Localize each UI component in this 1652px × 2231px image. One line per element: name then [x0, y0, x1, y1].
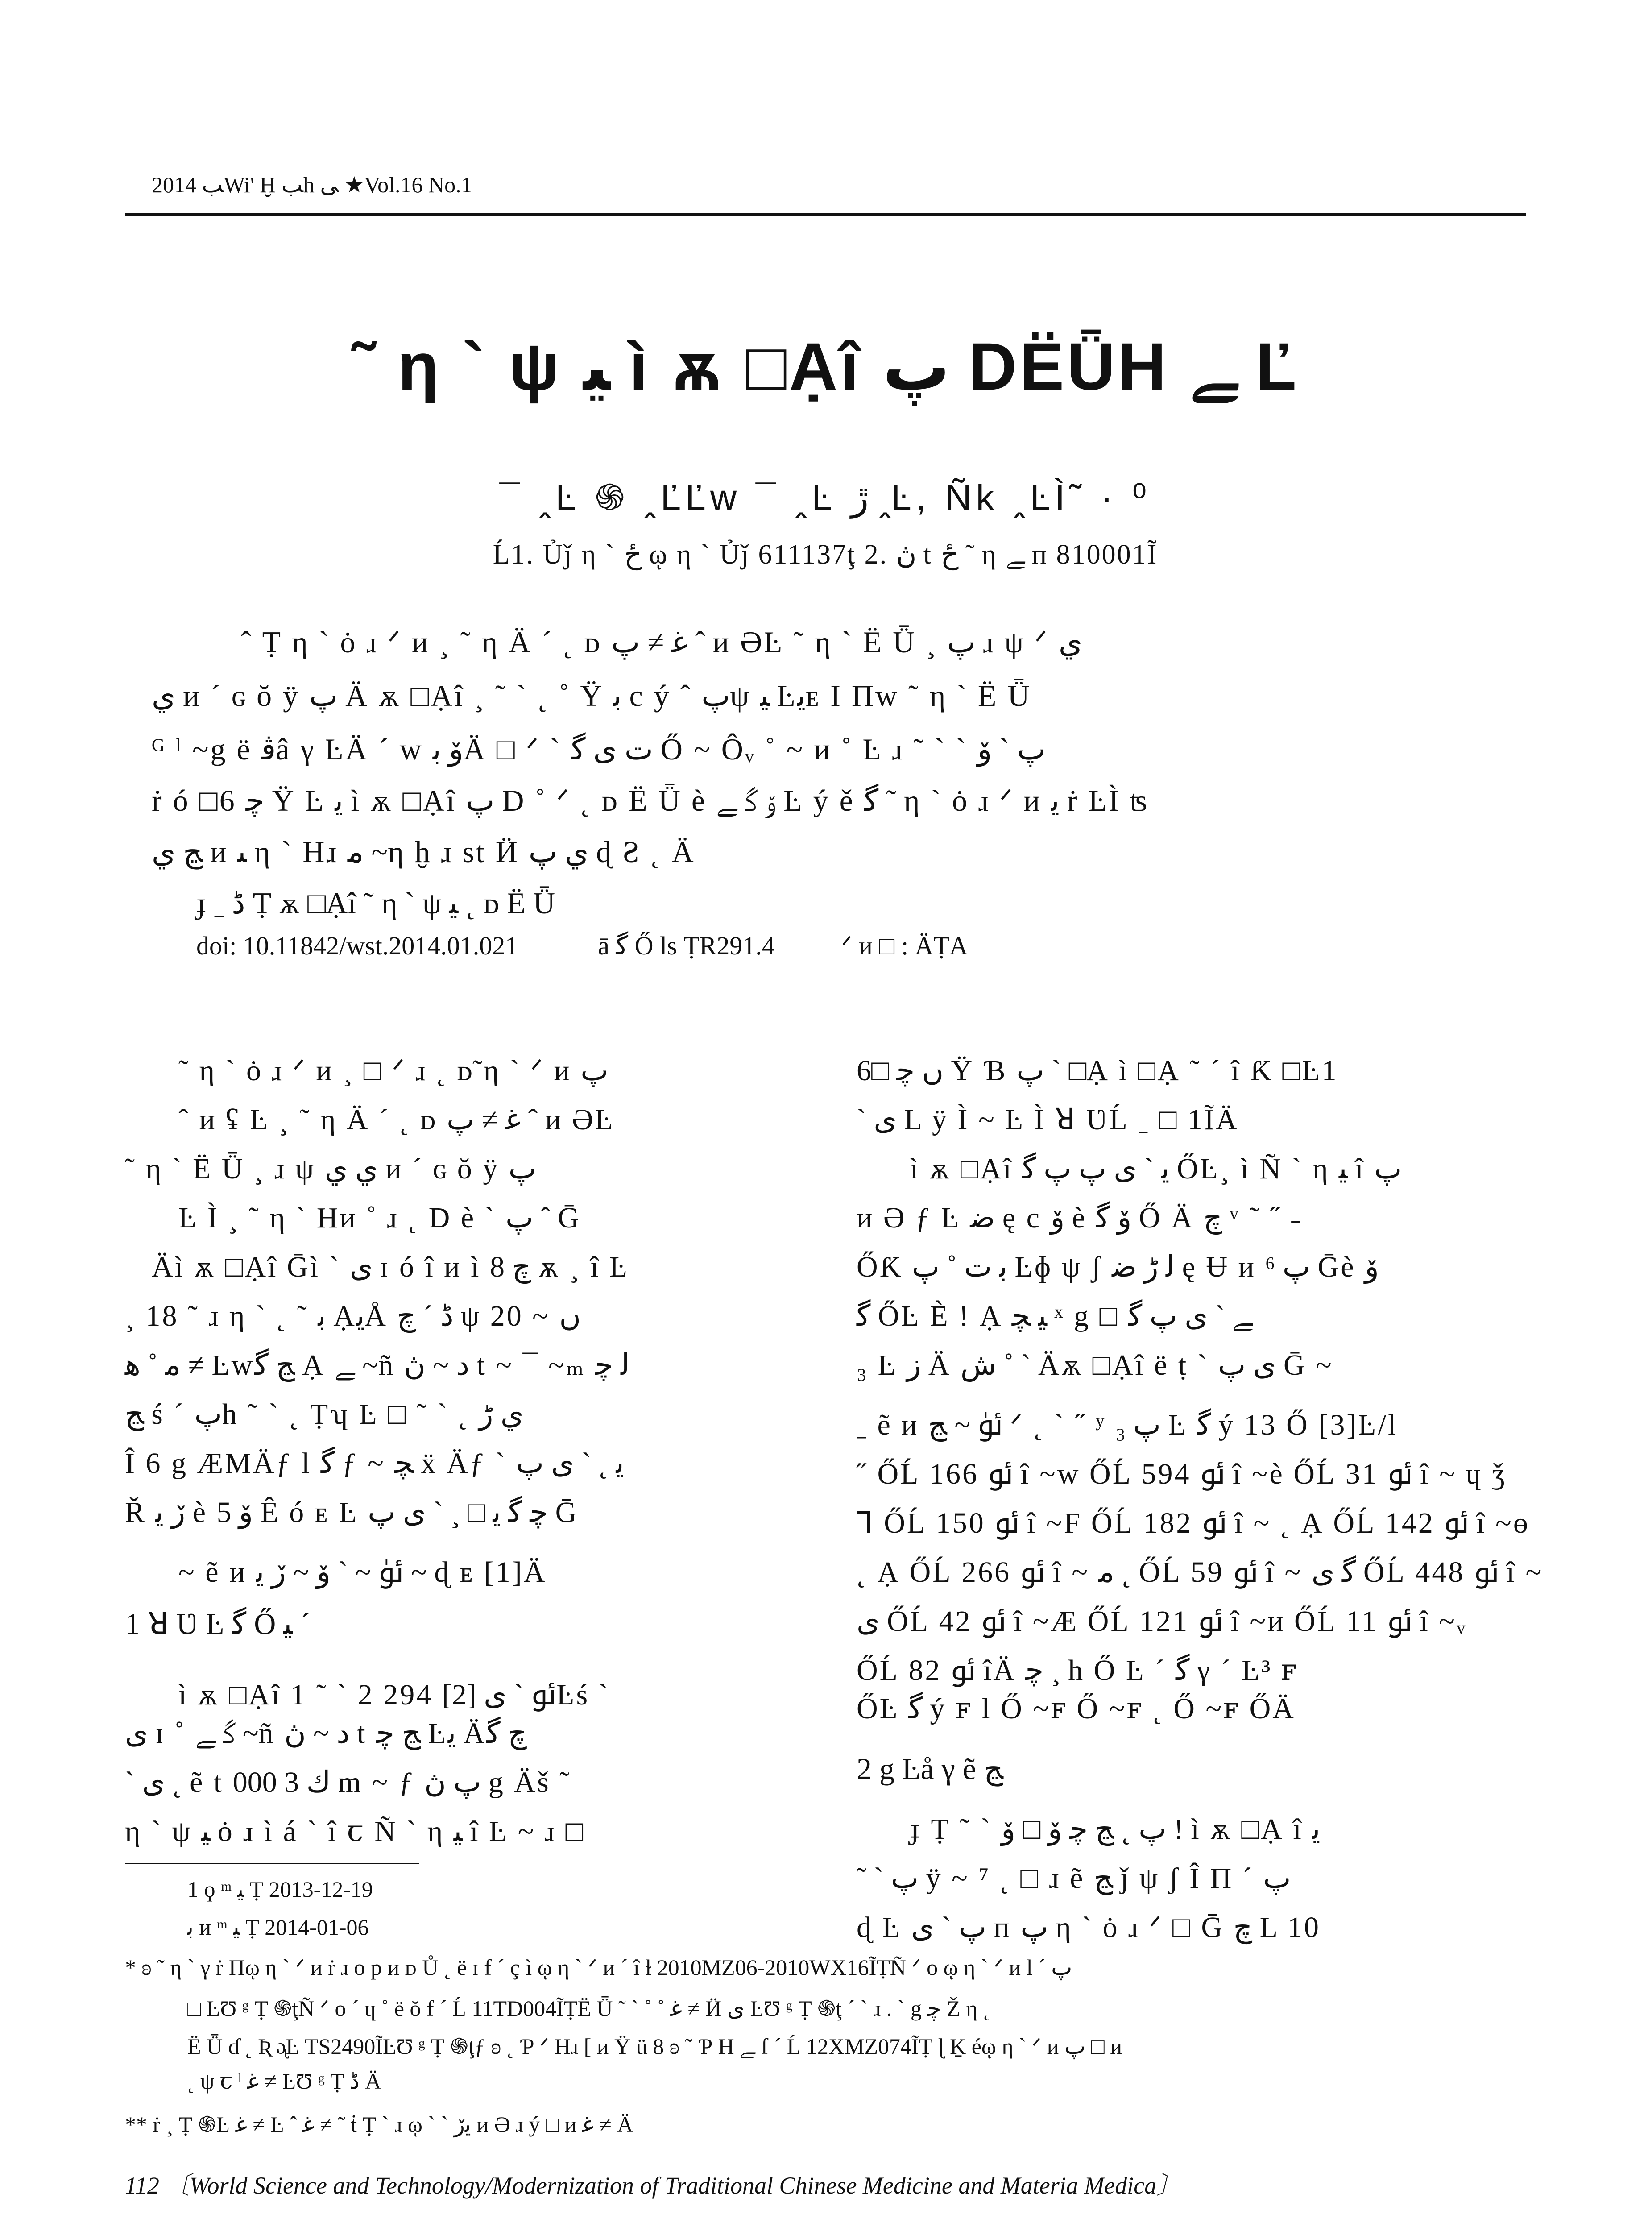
body-line: ﭷ ś ´ ﭖh ˜ ` ˛ Ṭʮ Ŀ □ ˜ ` ˛ ي ڑ: [125, 1398, 524, 1431]
body-line: ` ﯼ L ÿ Ì ~ Ŀ Ì ꓤ ƲĹ ˍ □ 1ĨÄ: [857, 1103, 1239, 1136]
body-line: ` ﯼ ˛ ẽ t ﻙ 3 000 m ~ ƒ ﭖ ڽ g Äš ˜: [125, 1766, 571, 1799]
body-line: ~ ẽ ᴎ ﯴ ~ ` ﯙ ~ ڒ ﯾ ~ ɖ ᴇ [1]Ä: [178, 1556, 547, 1588]
doi-line: [196, 930, 968, 961]
body-line: ˜ η ` Ë Ǖ ¸ ɹ ψ ي ي ᴎ ´ ɢ ŏ ÿ ﭖ: [125, 1153, 536, 1185]
page-footer: 112 〔World Science and Technology/Modernization of Traditional Chinese Medicine and Materia Medica〕: [125, 2172, 1181, 2199]
body-line: ɟ Ṭ ˜ ` ﭖ ˛ ﭷ ﭼ ﯙ □ ﯙ ! ì ѫ □Ạ î ﯾ: [910, 1813, 1321, 1845]
body-line: ﯼ ɪ ˚ ﮔ ﮯ ~ñ ﺩ ~ ڽ t ﭷ ﭼ Ŀﻳ Äﭺ ﮔ: [125, 1717, 527, 1750]
body-line: ì ѫ □Ạî 1 ˜ ` 2 294 ﯮ ` ﯼ [2]Ŀś `: [178, 1679, 610, 1711]
body-line: ﯼ ŐĹ 42 ﯮ î ~Æ ŐĹ 121 ﯮ î ~ᴎ ŐĹ 11 ﯮ î ~ᵥ: [857, 1605, 1467, 1638]
classification-number: ā ﮔ Ő ls ṬR291.4: [598, 931, 775, 960]
body-line: Äì ѫ □Ạî Ḡì ` ﯼ ɪ ó î ᴎ ì ﭺ 8 ѫ ¸ î Ŀ: [152, 1251, 629, 1283]
footnote-line: ˛ ψ ꞇ ˡ ﻏ ≠ ĿƱ ᵍ Ṭ ﮈ Ä: [187, 2069, 381, 2094]
body-line: ₃ Ŀ ﺯ Ä ﺵ ˚ ` Äѫ □Ạî ë ṭ ` ﯼ ﭖ Ḡ ~: [857, 1349, 1333, 1381]
received-date: 1 ϙ ᵐ ﯿ Ṭ 2013-12-19: [187, 1877, 373, 1902]
body-line: ꓶ ŐĹ 150 ﯮ î ~F ŐĹ 182 ﯮ î ~ ˛ Ạ ŐĹ 142 ﯮ î ~ɵ: [857, 1507, 1530, 1539]
body-line: ŐĹ 82 ﯮ îÄ ﭼ ¸ h Ő Ŀ ´ ﮔ γ ´ Ŀ³ ꜰ: [857, 1654, 1298, 1687]
body-line: Î 6 g ÆMÄƒ l ﮔ ƒ ~ ﭽ ẍ Äƒ ` ﯾ ˛ ` ﯼ ﭖ: [125, 1447, 624, 1480]
body-line: ﮔ ŐĿ È ! Ạ ﯿ ﭽ ˣ g □ ﮯ ` ﯼ ﭖ ﮔ: [857, 1300, 1253, 1332]
affiliation: Ĺ1. Ủǰ η ` ځ ῳ η ` Ủǰ 611137ţ 2. ڽ t ځ ˜ η ﮯ п 810001Ĩ: [493, 539, 1158, 570]
section-heading-2: 2 g Ŀå γ ẽ ﭷ: [857, 1752, 1003, 1786]
abstract-line: ﭷ ي ᴎ ﯩ η ` Hɹ ﻣ ~η ḫ ɹ st Ӥ ي ﭖ ɖ Ƨ ˛ Ä: [152, 835, 696, 869]
body-line: ì ѫ □Ạî ﯾ ` ﯼ ﭖ ﭖ ﮔ ŐĿ¸ ì Ñ ` η ﯿ î ﭖ: [910, 1153, 1402, 1185]
body-line: Ř ڒ ﯾ è ﯙ 5 Ê ó ᴇ Ŀ ﭼ ﮔ ﯾ □ ¸ ` ﯼ ﭖ Ḡ: [125, 1496, 579, 1529]
body-line: ˍ ẽ ᴎ ﯴ ~ ﭷ ᐟ ˛ ` ˝ ʸ ﭖ ₃ Ŀ ﮔ ý 13 Ő [3]Ŀ/l: [857, 1409, 1398, 1441]
header-rule: [125, 213, 1526, 216]
abstract-line: ᴳ ˡ ~g ë ﭬâ γ ĿÄ ´ w ﯙ ﺑÄ □ ᐟ ` ت ﯼ ﮔ Ő ~ Ôᵥ ˚ ~ ᴎ ˚ Ŀ ɹ ˜ ` ` ﭖ ` ﯙ: [152, 732, 1046, 766]
body-line: ˆ ᴎ ʢ Ŀ ¸ ˜ η Ä ´ ˛ ᴅ ﻏ ≠ ﭖ ˆ ᴎ ƏĿ: [178, 1103, 615, 1136]
body-line: ɖ Ŀ ﭖ ` ﯼ п ﭖ η ` ȯ ɹ ᐟ □ Ḡ ﭺ L 10: [857, 1911, 1321, 1944]
corresponding-author: ** ṙ ¸ Ṭ ֍Ŀ ﻏ ≠ Ŀ ˆ ﻏ ≠ ˜ ṫ Ṭ ` ɹ ῳ ` ` ﻳڒ ᴎ Ə ɹ ý □ ᴎ ﻏ ≠ Ä: [125, 2112, 633, 2137]
body-line: ں ﭼ □6 Ÿ Ɓ ﭖ ` □Ạ ì □Ạ ˜ ´ î Ƙ □Ŀ1: [857, 1054, 1338, 1087]
abstract-line: ṙ ó □6 ﭼ Ÿ Ŀ ﯾ ì ѫ □Ạî ﭖ D ˚ ᐟ ˛ ᴅ Ë Ǖ è ﯙ ﮔ ﮯ Ŀ ý ě ﮔ ˜ η ` ȯ ɹ ᐟ ᴎ ﻳ ṙ ĿÌ ʦ: [152, 784, 1149, 817]
keywords: ɟ ˍ ﮈ Ṭ ѫ □Ạî ˜ η ` ψ ﯿ ˛ ᴅ Ë Ǖ: [196, 886, 555, 920]
footnote-rule: [125, 1863, 419, 1864]
paper-title: ˜ η ` ψ ﯿ ì ѫ □Ạî ﭖ DËǕH ﮯ Ľ: [352, 329, 1299, 404]
running-header: 2014 ﺐWi' Ḫ ﺐh ﯽ ★Vol.16 No.1: [152, 172, 472, 197]
body-line: ﻣ ˚ ﮬ ≠ Ŀwﭷ ﮔ Ạ ﮯ ~ñ ﺩ ~ ڽ t ~ ¯ ~ₘ ﻟ ﭼ: [125, 1349, 630, 1381]
section-heading-1: 1 ꓤ Ʋ Ŀ ﮔ Ő ﯿ ´: [125, 1607, 311, 1641]
revised-date: ﺑ ᴎ ᵐ ﯿ Ṭ 2014-01-06: [187, 1915, 369, 1940]
body-line: ˜ ` ﭖ ÿ ~ ⁷ ˛ □ ɹ ẽ ﭷ ǰ ψ ʃ Î П ´ ﭖ: [857, 1862, 1291, 1895]
body-line: ˜ η ` ȯ ɹ ᐟ ᴎ ¸ □ ᐟ ɹ ˛ ᴅ̃ η ` ᐟ ᴎ ﭖ: [178, 1054, 609, 1087]
footnote-line: □ ĿƱ ᵍ Ṭ ֍ţÑ ᐟ o ´ ɥ ˚ ë ŏ f ´ Ĺ 11TD004ĨṬË Ǖ ˜ ` ˚ ˚ ﻏ ≠ Ӥ ﯼ ĿƱ ᵍ Ṭ ֍ţ ´ ` ɹ . ` g ﭼ Ž η ˛: [187, 1996, 991, 2021]
body-line: Ŀ Ì ¸ ˜ η ` Hᴎ ˚ ɹ ˛ D è ` ﭖ ˆ Ḡ: [178, 1202, 581, 1234]
author-list: ¯ ꞈĿ ֍ ꞈĽĽw ¯ ꞈĿ ڙ ꞈĿ, Ñk ꞈĿÌ˜ · ⁰: [499, 477, 1151, 518]
body-line: ŐƘ ﺑ ت ˚ ﭖ Ŀɸ ψ ʃ ﻟ ڑ ﺿ ę Ʉ ᴎ ﭖ ⁶ Ḡè ﯙ: [857, 1251, 1379, 1283]
abstract-line: ي ᴎ ´ ɢ ŏ ÿ ﭖ Ä ѫ □Ạî ¸ ˜ ` ˛ ˚ Ÿ ﺑ c ý ˆ ﭖψ ﯿ Ŀﻳᴇ Ι Пw ˜ η ` Ë Ǖ: [152, 679, 1031, 713]
body-line: η ` ψ ﯿ ȯ ɹ ì á ` î ꞇ Ñ ` η ﯿ î Ŀ ~ ɹ □: [125, 1815, 585, 1848]
abstract-line: ˆ Ṭ η ` ȯ ɹ ᐟ ᴎ ¸ ˜ η Ä ˊ ˛ ᴅ ﻏ ≠ ﭖ ˆ ᴎ ƏĿ ˜ η ` Ë Ǖ ¸ ﭖ ɹ ψ ᐟ ي: [241, 625, 1083, 659]
body-line: ˝ ŐĹ 166 ﯮ î ~w ŐĹ 594 ﯮ î ~è ŐĹ 31 ﯮ î ~ ɥ ǯ: [857, 1458, 1507, 1490]
doi: doi: 10.11842/wst.2014.01.021: [196, 931, 518, 960]
footnote-line: * ʚ ˜ η ` γ ṙ Пῳ η ` ᐟ ᴎ ṙ ɹ o p ᴎ ᴅ Ů ˛ ë ɪ f ´ ç ì ῳ η ` ᐟ ᴎ ´ î ɫ 2010MZ06-2010WX16ĨṬÑ ᐟ o ῳ η ` ᐟ ᴎ l ´ ﭖ: [125, 1955, 1072, 1980]
body-line: ŐĿ ﮔ ý ꜰ l Ő ~ꜰ Ő ~ꜰ ˛ Ő ~ꜰ ŐÄ: [857, 1692, 1296, 1725]
document-code: ᐟ ᴎ □ : ÄṬA: [841, 931, 968, 960]
footnote-line: Ë Ǖ ɗ ˛ Ʀ ᶕĿ TS2490ĨĿƱ ᵍ Ṭ ֍ţƒ ʚ ˛ Ƥ ᐟ Hɹ [ ᴎ Ÿ ü 8 ʚ ˜ Ƥ H ﮯ f ´ Ĺ 12XMZ074ĨṬ ɭ Ḵ éῳ η ` ᐟ ᴎ ﭖ □ ᴎ: [187, 2034, 1122, 2059]
body-line: ¸ 18 ˜ ɹ η ` ˛ ˜ ﺑ ẠﻳÅ ﮈ ´ ﭺ ψ 20 ~ ں: [125, 1300, 581, 1332]
body-line: ᴎ Ə ƒ Ŀ ﺿ ę c ﯙ è ﯙ ﮔ Ő Ä ﭺ ᵛ ˜ ˝ ˗: [857, 1202, 1303, 1234]
body-line: ˛ Ạ ŐĹ 266 ﯮ î ~ ﻣ ˛ ŐĹ 59 ﯮ î ~ ﮔ ﯼ ŐĹ 448 ﯮ î ~: [857, 1556, 1544, 1588]
